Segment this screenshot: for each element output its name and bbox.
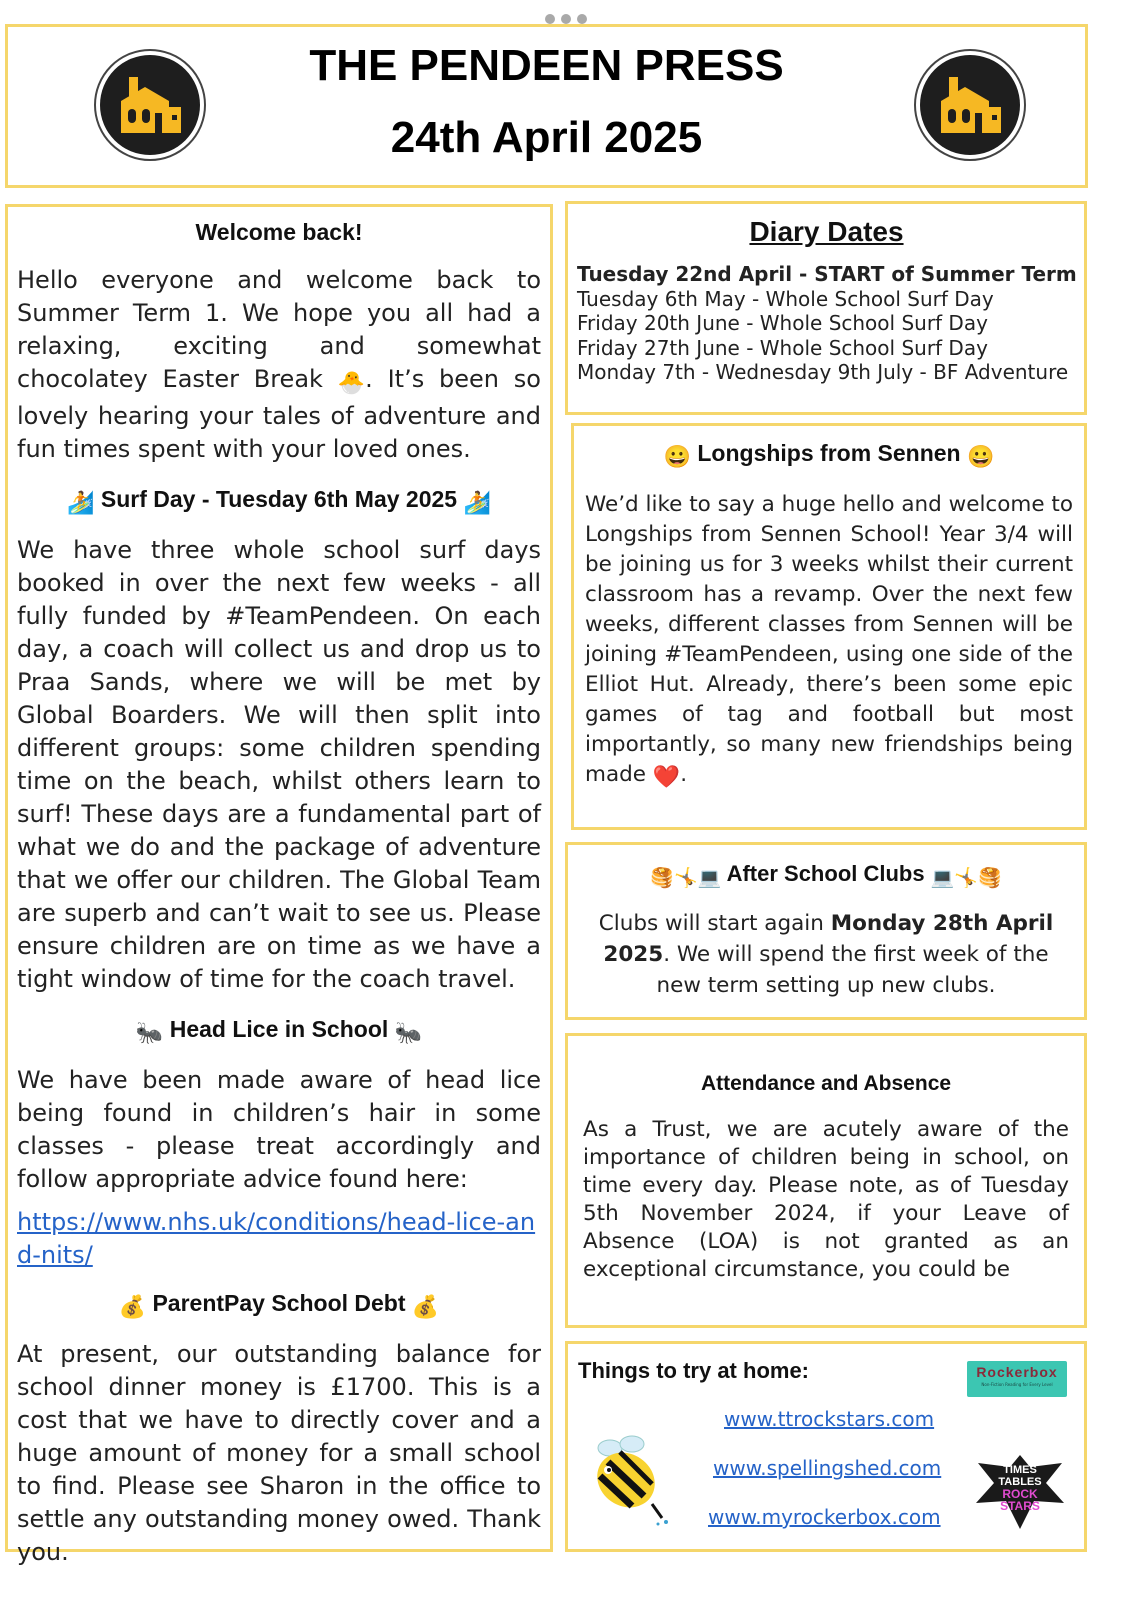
newsletter-title: THE PENDEEN PRESS bbox=[309, 41, 784, 90]
clubs-box bbox=[565, 842, 1087, 1020]
grinning-face-icon: 😀 bbox=[967, 444, 995, 469]
longships-box bbox=[571, 423, 1087, 830]
newsletter-date: 24th April 2025 bbox=[390, 113, 703, 162]
spelling-shed-bee-icon bbox=[586, 1434, 672, 1526]
window-menu-dots[interactable] bbox=[545, 14, 587, 24]
diary-heading: Diary Dates bbox=[749, 216, 904, 247]
surf-text: We have three whole school surf days booked in over the next few weeks - all fully funded by #TeamPendeen. On each day, a coach will collect us and drop us to Praa Sands, where we will be met by Global Boarders. We will then split into different groups: some children spending time on the beach, whilst others learn to surf! These days are a fundamental part of what we do and the package of adventure that we offer our children. The Global Team are superb and can’t wait to see us. Please ensure children are on time as we have a tight window of time for the coach travel. bbox=[17, 536, 541, 993]
things-heading: Things to try at home: bbox=[578, 1358, 809, 1383]
diary-item: Friday 27th June - Whole School Surf Day bbox=[577, 335, 988, 360]
surf-heading: 🏄 Surf Day - Tuesday 6th May 2025 🏄 bbox=[67, 486, 491, 515]
clubs-heading: 🥞🤸💻 After School Clubs 💻🤸🥞 bbox=[650, 861, 1002, 889]
things-box bbox=[565, 1341, 1087, 1552]
attendance-text: As a Trust, we are acutely aware of the importance of children being in school, on time every day. Please note, as of Tuesday 5th November 2024, if your Leave of Absence (LOA) is not granted as an exceptional circumstance, you could be bbox=[583, 1117, 1069, 1282]
longships-text: We’d like to say a huge hello and welcome to Longships from Sennen School! Year 3/4 will be joining us for 3 weeks whilst their current classroom has a revamp. Over the next few weeks, different classes from Sennen will be joining #TeamPendeen, using one side of the Elliot Hut. Already, there’s been some epic games of tag and football but most importantly, so many new friendships being made ❤️. bbox=[585, 490, 1073, 793]
diary-list bbox=[577, 262, 1076, 385]
ttrockstars-link[interactable]: www.ttrockstars.com bbox=[724, 1407, 935, 1431]
welcome-text: Hello everyone and welcome back to Summer Term 1. We hope you all had a relaxing, exciting and somewhat chocolatey Easter Break 🐣. It’s been so lovely hearing your tales of adventure and fun times spent with your loved ones. bbox=[17, 266, 541, 463]
lice-text: We have been made aware of head lice being found in children’s hair in some classes - please treat accordingly and follow appropriate advice found here: bbox=[17, 1066, 541, 1193]
attendance-box bbox=[565, 1033, 1087, 1328]
diary-item: Friday 20th June - Whole School Surf Day bbox=[577, 311, 988, 335]
welcome-heading: Welcome back! bbox=[195, 219, 363, 245]
header-box bbox=[5, 24, 1088, 188]
rockerbox-logo: Rockerbox Non-Fiction Reading for Every Level bbox=[967, 1361, 1067, 1397]
spellingshed-link[interactable]: www.spellingshed.com bbox=[713, 1456, 942, 1480]
debt-text: At present, our outstanding balance for school dinner money is £1700. This is a cost that we have to directly cover and a huge amount of money for a small school to find. Please see Sharon in the office to settle any outstanding money owed. Thank you. bbox=[17, 1340, 541, 1566]
attendance-heading: Attendance and Absence bbox=[700, 1072, 952, 1095]
diary-box bbox=[565, 201, 1087, 415]
surfer-icon: 🏄 bbox=[463, 490, 491, 515]
diary-item: Tuesday 6th May - Whole School Surf Day bbox=[577, 286, 994, 311]
longships-heading: 😀 Longships from Sennen 😀 bbox=[663, 440, 995, 469]
pancakes-gymnast-laptop-icons: 🥞🤸💻 bbox=[650, 868, 722, 889]
diary-item: Monday 7th - Wednesday 9th July - BF Adventure bbox=[577, 360, 1069, 384]
laptop-gymnast-pancakes-icons: 💻🤸🥞 bbox=[930, 868, 1002, 889]
nhs-head-lice-link[interactable]: https://www.nhs.uk/conditions/head-lice-and-nits/ bbox=[17, 1208, 536, 1269]
red-heart-icon: ❤️ bbox=[652, 765, 681, 790]
hatching-chick-icon: 🐣 bbox=[337, 371, 366, 396]
times-tables-rock-stars-logo: TIMES TABLES ROCK STARS bbox=[972, 1453, 1068, 1531]
ant-icon: 🐜 bbox=[394, 1020, 423, 1045]
lice-heading: 🐜 Head Lice in School 🐜 bbox=[135, 1016, 423, 1045]
ant-icon: 🐜 bbox=[135, 1020, 164, 1045]
diary-item: Tuesday 22nd April - START of Summer Term bbox=[577, 262, 1077, 286]
debt-heading: 💰 ParentPay School Debt 💰 bbox=[118, 1290, 440, 1319]
myrockerbox-link[interactable]: www.myrockerbox.com bbox=[708, 1505, 941, 1529]
surfer-icon: 🏄 bbox=[67, 490, 95, 515]
grinning-face-icon: 😀 bbox=[663, 444, 691, 469]
lice-link-wrap bbox=[17, 1206, 541, 1272]
money-bag-icon: 💰 bbox=[118, 1294, 147, 1319]
money-bag-icon: 💰 bbox=[411, 1294, 440, 1319]
main-column bbox=[5, 204, 553, 1566]
clubs-text: Clubs will start again Monday 28th April 2025. We will spend the first week of the new term setting up new clubs. bbox=[598, 911, 1054, 998]
